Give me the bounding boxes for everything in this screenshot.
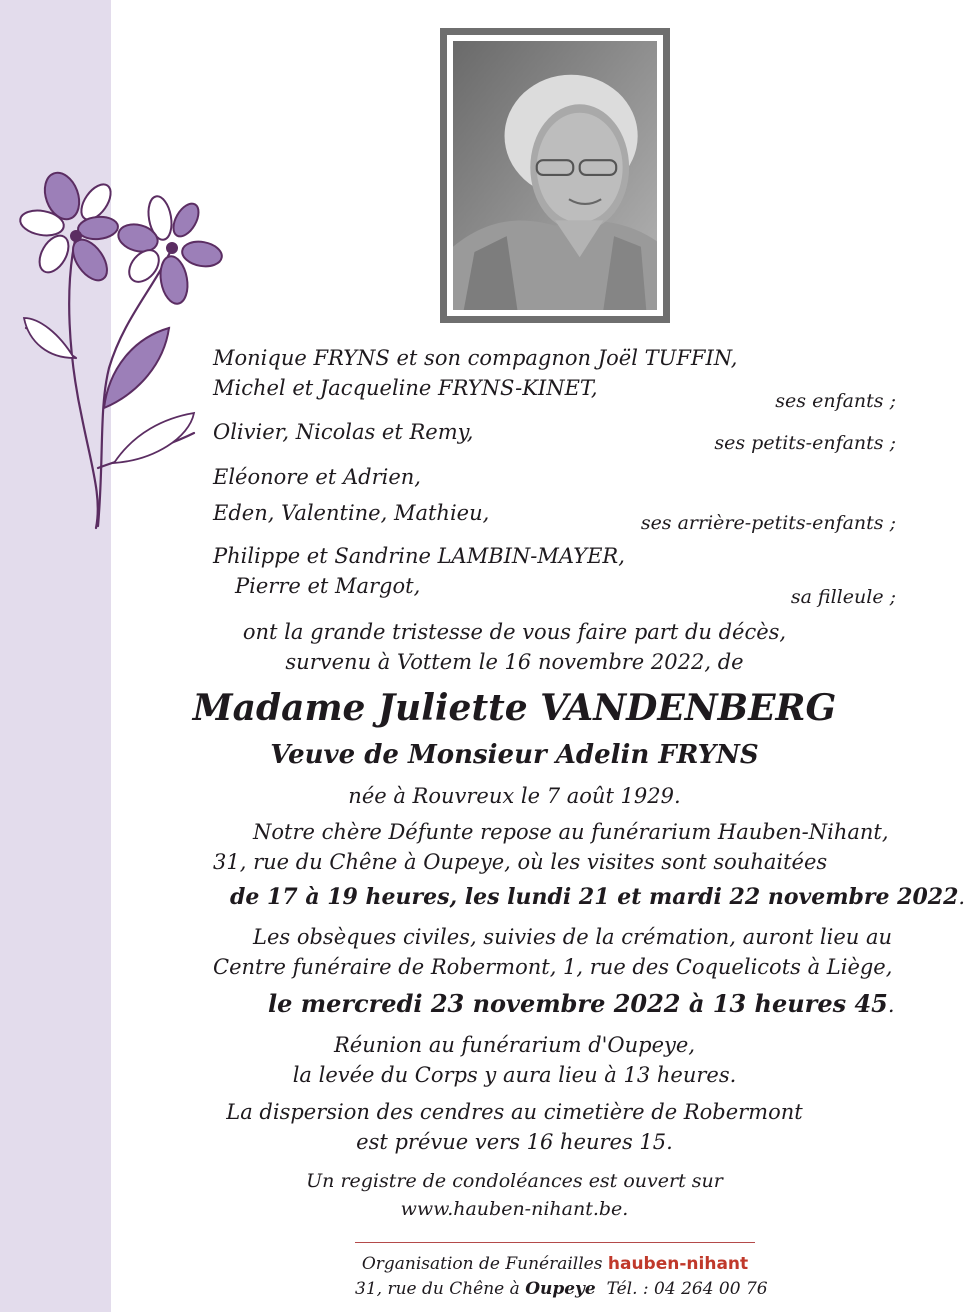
funeral-line-2: Centre funéraire de Robermont, 1, rue des Coquelicots à Liège, xyxy=(213,955,893,979)
birth-info: née à Rouvreux le 7 août 1929. xyxy=(348,784,681,808)
footer-town: Oupeye xyxy=(525,1279,596,1299)
visits-dates-end: . xyxy=(958,885,965,909)
violet-flowers-illustration xyxy=(14,168,224,538)
funeral-datetime-end: . xyxy=(887,993,895,1017)
brand-logo: hauben-nihant xyxy=(607,1254,749,1274)
footer-address-prefix: 31, rue du Chêne à xyxy=(355,1279,520,1299)
family-line-1: Monique FRYNS et son compagnon Joël TUFFIN, xyxy=(213,346,738,370)
intro-line-1: ont la grande tristesse de vous faire part du décès, xyxy=(242,620,787,644)
footer-address xyxy=(355,1279,768,1299)
ashes-line-1: La dispersion des cendres au cimetière de Robermont xyxy=(226,1100,803,1124)
relation-goddaughter: sa filleule ; xyxy=(790,586,896,608)
widow-of: Veuve de Monsieur Adelin FRYNS xyxy=(270,740,759,770)
relation-children: ses enfants ; xyxy=(775,390,896,412)
meeting-line-2: la levée du Corps y aura lieu à 13 heures. xyxy=(292,1063,737,1087)
footer-org-prefix: Organisation de Funérailles xyxy=(361,1254,603,1274)
relation-grandchildren: ses petits-enfants ; xyxy=(714,432,896,454)
funeral-datetime-text: le mercredi 23 novembre 2022 à 13 heures 45 xyxy=(268,989,888,1018)
visits-dates-text: de 17 à 19 heures, les lundi 21 et mardi 22 novembre 2022 xyxy=(230,884,959,910)
register-url[interactable]: www.hauben-nihant.be. xyxy=(400,1198,629,1220)
footer-organisation xyxy=(355,1254,755,1274)
family-line-5: Eden, Valentine, Mathieu, xyxy=(213,501,490,525)
family-line-6: Philippe et Sandrine LAMBIN-MAYER, xyxy=(213,544,625,568)
footer-phone: Tél. : 04 264 00 76 xyxy=(606,1279,768,1299)
funeral-datetime xyxy=(268,989,895,1018)
family-line-4: Eléonore et Adrien, xyxy=(213,465,421,489)
visits-line-2: 31, rue du Chêne à Oupeye, où les visites sont souhaitées xyxy=(213,850,828,874)
family-line-7: Pierre et Margot, xyxy=(235,574,421,598)
footer-divider xyxy=(355,1242,755,1243)
relation-great-grandchildren: ses arrière-petits-enfants ; xyxy=(640,512,896,534)
deceased-name: Madame Juliette VANDENBERG xyxy=(192,687,837,729)
portrait-frame xyxy=(440,28,670,323)
intro-line-2: survenu à Vottem le 16 novembre 2022, de xyxy=(285,650,744,674)
ashes-line-2: est prévue vers 16 heures 15. xyxy=(356,1130,673,1154)
visits-dates xyxy=(230,886,965,908)
portrait-photo xyxy=(453,41,657,310)
visits-line-1: Notre chère Défunte repose au funérarium Hauben-Nihant, xyxy=(253,820,889,844)
family-line-3: Olivier, Nicolas et Remy, xyxy=(213,420,474,444)
funeral-line-1: Les obsèques civiles, suivies de la crémation, auront lieu au xyxy=(253,925,893,949)
family-line-2: Michel et Jacqueline FRYNS-KINET, xyxy=(213,376,598,400)
meeting-line-1: Réunion au funérarium d'Oupeye, xyxy=(333,1033,696,1057)
register-line: Un registre de condoléances est ouvert sur xyxy=(306,1170,723,1192)
